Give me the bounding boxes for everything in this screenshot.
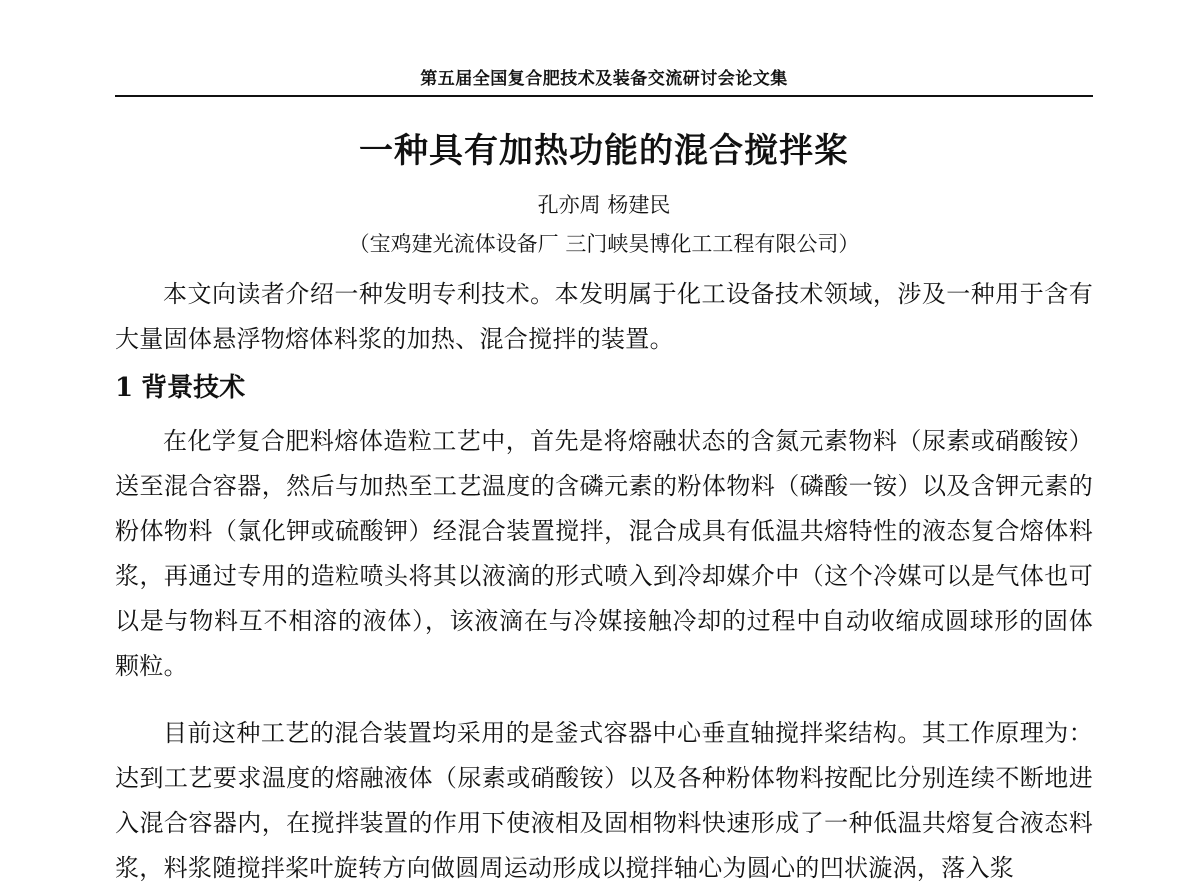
section-number: 1: [115, 373, 134, 403]
section-heading: [115, 368, 1093, 408]
body-paragraph-1: 在化学复合肥料熔体造粒工艺中，首先是将熔融状态的含氮元素物料（尿素或硝酸铵）送至混合容器，然后与加热至工艺温度的含磷元素的粉体物料（磷酸一铵）以及含钾元素的粉体物料（氯化钾或硫酸钾）经混合装置搅拌，混合成具有低温共熔特性的液态复合熔体料浆，再通过专用的造粒喷头将其以液滴的形式喷入到冷却媒介中（这个冷媒可以是气体也可以是与物料互不相溶的液体），该液滴在与冷媒接触冷却的过程中自动收缩成圆球形的固体颗粒。: [115, 427, 1093, 680]
affiliation: （宝鸡建光流体设备厂 三门峡昊博化工工程有限公司）: [348, 232, 860, 256]
body-paragraph-2: 目前这种工艺的混合装置均采用的是釜式容器中心垂直轴搅拌桨结构。其工作原理为：达到工艺要求温度的熔融液体（尿素或硝酸铵）以及各种粉体物料按配比分别连续不断地进入混合容器内，在搅拌装置的作用下使液相及固相物料快速形成了一种低温共熔复合液态料浆，料浆随搅拌桨叶旋转方向做圆周运动形成以搅拌轴心为圆心的凹状漩涡，落入浆: [115, 719, 1093, 882]
header-rule: [115, 95, 1093, 97]
authors: 孔亦周 杨建民: [537, 193, 671, 217]
abstract-paragraph: 本文向读者介绍一种发明专利技术。本发明属于化工设备技术领域，涉及一种用于含有大量固体悬浮物熔体料浆的加热、混合搅拌的装置。: [115, 280, 1093, 353]
running-header: 第五届全国复合肥技术及装备交流研讨会论文集: [420, 69, 788, 89]
section-title: 背景技术: [141, 373, 246, 403]
paper-title: 一种具有加热功能的混合搅拌桨: [359, 131, 849, 171]
